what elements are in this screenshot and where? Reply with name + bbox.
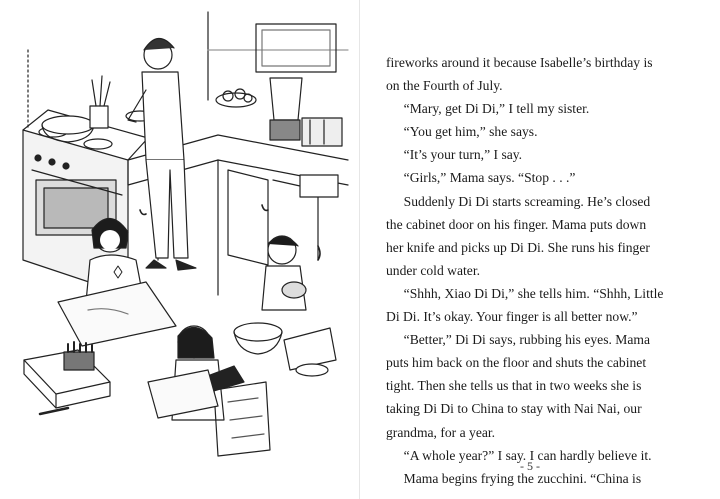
text-line: the cabinet door on his finger. Mama puts down [386, 216, 647, 232]
crayon-box [24, 342, 110, 414]
back-wall [28, 12, 348, 130]
page-number: - 5 - [520, 459, 540, 473]
text-line: “It’s your turn,” I say. [403, 147, 523, 163]
text-line: “Better,” Di Di says, rubbing his eyes. Mama [403, 332, 651, 348]
text-line: taking Di Di to China to stay with Nai Nai, our [386, 401, 642, 417]
text-line: tight. Then she tells us that in two weeks she is [386, 378, 642, 394]
text-line: Suddenly Di Di starts screaming. He’s closed [403, 193, 651, 209]
boy-figure [262, 236, 320, 310]
text-line: under cold water. [386, 262, 480, 278]
blender [270, 78, 302, 140]
text-line: “You get him,” she says. [403, 124, 538, 140]
text-line: grandma, for a year. [386, 424, 496, 440]
fruit-basket [216, 89, 256, 107]
bowls [234, 323, 336, 376]
mother-figure [128, 38, 196, 270]
text-line: “Girls,” Mama says. “Stop . . .” [403, 170, 576, 186]
text-line: her knife and picks up Di Di. She runs his finger [386, 239, 650, 255]
text-line: Di Di. It’s okay. Your finger is all better now.” [386, 309, 638, 325]
girl-chair [148, 326, 270, 456]
text-line: Mama begins frying the zucchini. “China is [403, 470, 642, 486]
body-text [386, 51, 686, 490]
text-line: “Shhh, Xiao Di Di,” she tells him. “Shhh, Little [403, 285, 664, 301]
text-line: “A whole year?” I say. I can hardly believe it. [403, 447, 652, 463]
toaster [302, 118, 342, 146]
text-line: on the Fourth of July. [386, 78, 503, 94]
kitchen-illustration [18, 10, 350, 460]
text-line: fireworks around it because Isabelle’s birthday is [386, 55, 653, 70]
text-line: puts him back on the floor and shuts the cabinet [386, 355, 647, 371]
text-line: “Mary, get Di Di,” I tell my sister. [403, 101, 590, 117]
pots [42, 76, 154, 142]
